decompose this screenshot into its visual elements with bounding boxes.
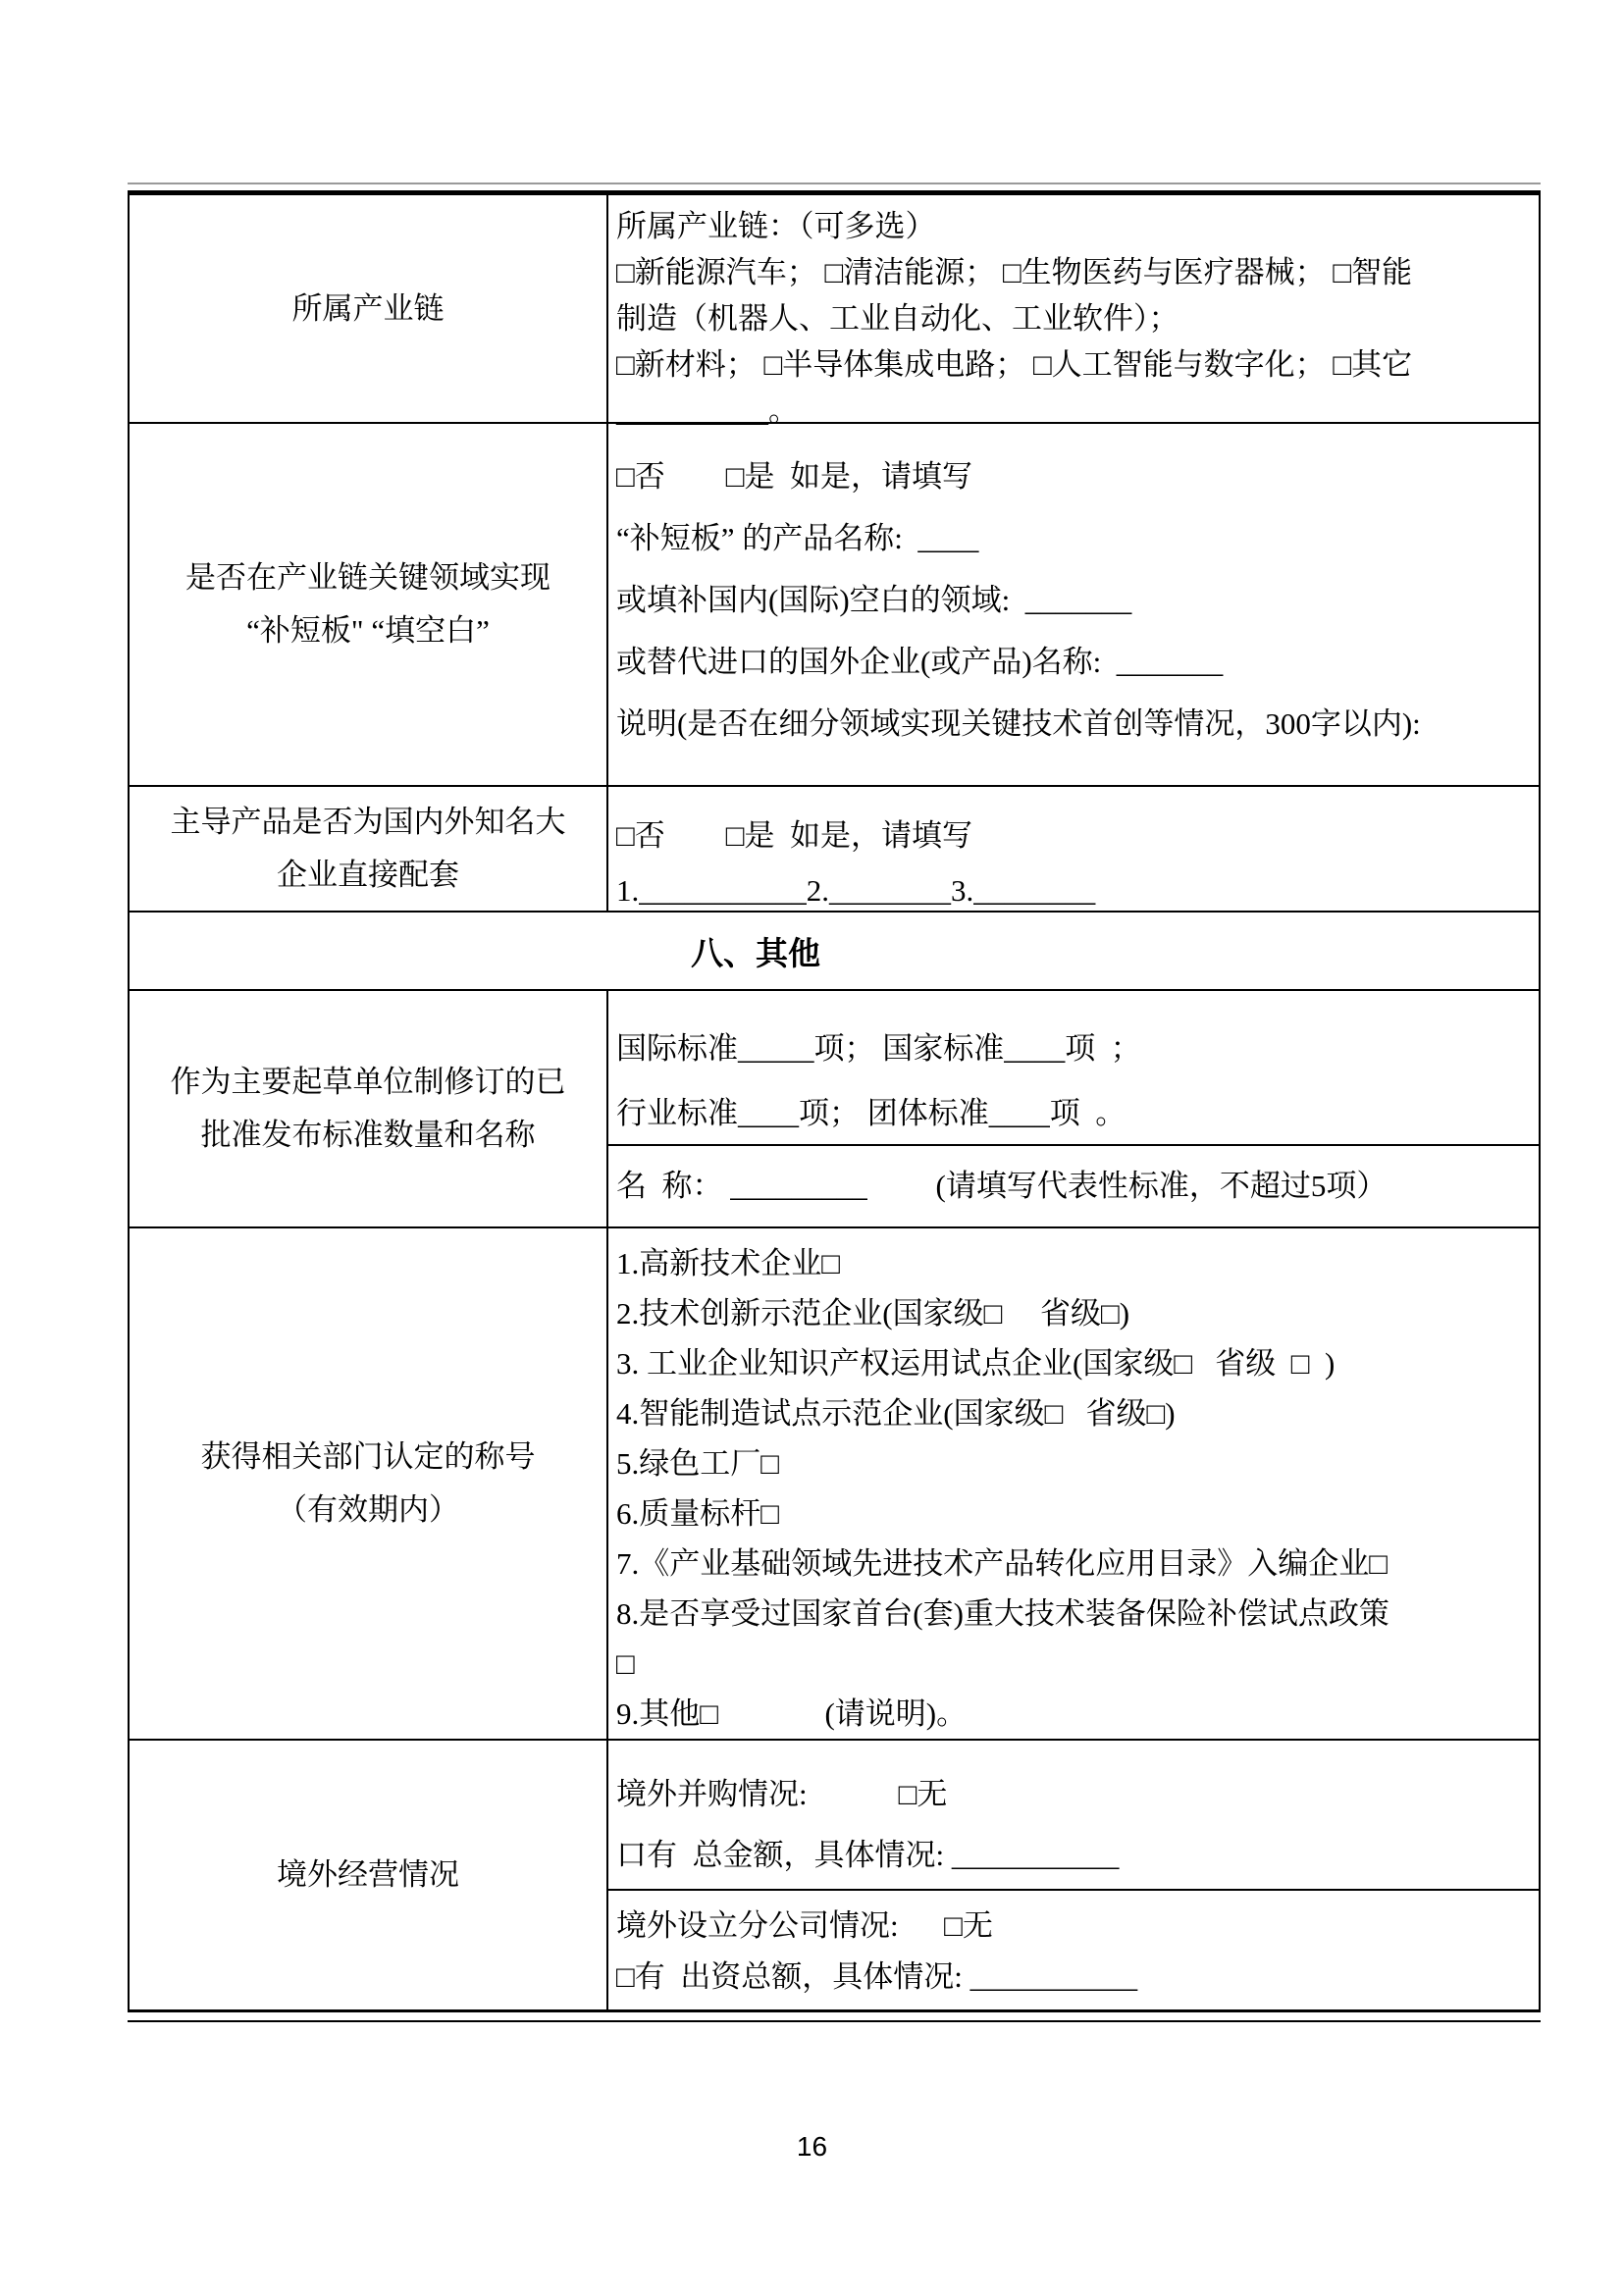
content-line-blank: 名 称： _________ (请填写代表性标准，不超过5项） bbox=[616, 1169, 1388, 1203]
table-row-standards bbox=[130, 991, 1539, 1228]
row-content bbox=[608, 787, 1539, 911]
content-line-blank: 或替代进口的国外企业(或产品)名称: _______ bbox=[616, 645, 1224, 679]
content-line-yesno: 境外并购情况: □无 bbox=[616, 1777, 948, 1811]
content-line-blank: □有 出资总额，具体情况: ___________ bbox=[616, 1958, 1138, 1994]
row-label-line: 所属产业链 bbox=[291, 290, 445, 326]
content-line-blank: 口有 总金额，具体情况: ___________ bbox=[616, 1838, 1120, 1872]
row-label-line: 获得相关部门认定的称号 bbox=[200, 1439, 536, 1474]
content-line-checkbox-item: 8.是否享受过国家首台(套)重大技术装备保险补偿试点政策 bbox=[616, 1596, 1389, 1631]
page-number: 16 bbox=[796, 2131, 828, 2162]
table-row-overseas bbox=[130, 1741, 1539, 2009]
row-label bbox=[130, 195, 608, 422]
content-line-checkbox-item: 5.绿色工厂□ bbox=[616, 1446, 779, 1481]
content-line-yesno: □否 □是 如是，请填写 bbox=[616, 818, 972, 853]
row-label-line: 是否在产业链关键领域实现 bbox=[185, 560, 550, 595]
table-row-industry-chain bbox=[130, 195, 1539, 428]
row-label bbox=[130, 1741, 608, 2009]
row-label-line: 批准发布标准数量和名称 bbox=[200, 1118, 536, 1152]
content-line-checkbox-item: 1.高新技术企业□ bbox=[616, 1246, 840, 1280]
content-line-checkbox-item: 2.技术创新示范企业(国家级□ 省级□) bbox=[616, 1296, 1130, 1330]
row-label-line: 企业直接配套 bbox=[277, 858, 459, 892]
row-content bbox=[608, 991, 1539, 1226]
row-label-line: 主导产品是否为国内外知名大 bbox=[170, 805, 566, 839]
row-label bbox=[130, 1228, 608, 1739]
table-row-shortboard bbox=[130, 424, 1539, 787]
table-bottom-rule bbox=[128, 2020, 1541, 2022]
content-line-checkbox-item: 9.其他□ (请说明)。 bbox=[616, 1696, 968, 1731]
row-content bbox=[608, 424, 1539, 785]
table-row-titles bbox=[130, 1228, 1539, 1741]
content-line-blank: 或填补国内(国际)空白的领域: _______ bbox=[616, 583, 1132, 617]
content-line-blank: 国际标准_____项； 国家标准____项 ； bbox=[616, 1031, 1141, 1066]
content-line-checkbox-item: 3. 工业企业知识产权运用试点企业(国家级□ 省级 □ ) bbox=[616, 1346, 1336, 1381]
content-line-yesno: □否 □是 如是，请填写 bbox=[616, 459, 972, 494]
row-label bbox=[130, 787, 608, 911]
row-label-line: 作为主要起草单位制修订的已 bbox=[170, 1065, 566, 1099]
form-table bbox=[128, 190, 1541, 2012]
row-label-line: 境外经营情况 bbox=[277, 1857, 459, 1892]
section-header: 八、其他 bbox=[691, 936, 820, 972]
row-content bbox=[608, 1741, 1539, 2009]
row-label-line: “补短板" “填空白” bbox=[246, 613, 490, 648]
content-line-checkboxes: 制造（机器人、工业自动化、工业软件）； bbox=[616, 301, 1179, 336]
row-content bbox=[608, 1228, 1539, 1739]
content-line-checkboxes: □新材料； □半导体集成电路； □人工智能与数字化； □其它 bbox=[616, 347, 1413, 382]
overseas-ma-subcell bbox=[608, 1741, 1539, 1891]
content-line-checkbox-item: □ bbox=[616, 1646, 635, 1681]
section-header-row bbox=[130, 913, 1539, 991]
standards-count-subcell bbox=[608, 991, 1539, 1146]
standards-name-subcell bbox=[608, 1146, 1539, 1226]
content-line-yesno: 境外设立分公司情况: □无 bbox=[616, 1907, 993, 1943]
content-line-blank: 1.___________2.________3.________ bbox=[616, 873, 1096, 908]
row-label-line: （有效期内） bbox=[277, 1492, 459, 1527]
row-label bbox=[130, 991, 608, 1226]
content-line: 所属产业链：（可多选） bbox=[616, 209, 936, 243]
table-row-leading-product bbox=[130, 787, 1539, 913]
table-top-rule bbox=[128, 183, 1541, 184]
content-line-checkbox-item: 6.质量标杆□ bbox=[616, 1496, 779, 1531]
content-line-blank: “补短板” 的产品名称: ____ bbox=[616, 521, 979, 555]
content-line-checkbox-item: 4.智能制造试点示范企业(国家级□ 省级□) bbox=[616, 1396, 1176, 1431]
content-line-checkbox-item: 7.《产业基础领域先进技术产品转化应用目录》入编企业□ bbox=[616, 1546, 1388, 1581]
content-line-blank: __________。 bbox=[616, 393, 799, 428]
overseas-branch-subcell bbox=[608, 1891, 1539, 2009]
content-line-note: 说明(是否在细分领域实现关键技术首创等情况，300字以内): bbox=[616, 706, 1421, 741]
row-content bbox=[608, 195, 1539, 428]
row-label bbox=[130, 424, 608, 785]
content-line-blank: 行业标准____项； 团体标准____项 。 bbox=[616, 1096, 1126, 1130]
content-line-checkboxes: □新能源汽车； □清洁能源； □生物医药与医疗器械； □智能 bbox=[616, 255, 1413, 289]
